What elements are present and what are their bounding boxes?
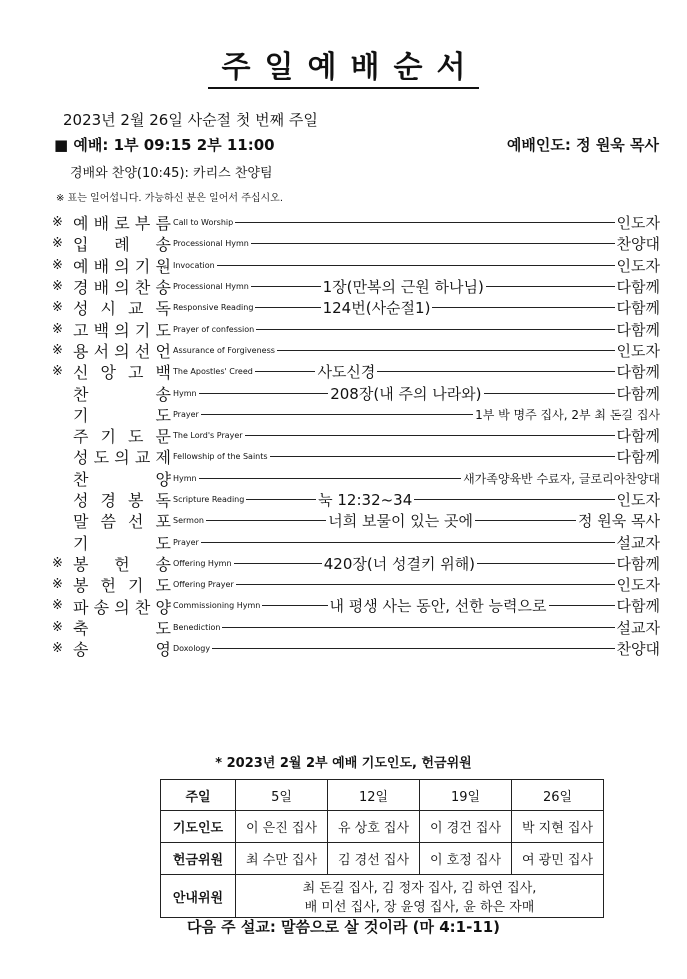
leader-line	[432, 307, 614, 308]
praise-line: 경배와 찬양(10:45): 카리스 찬양팀	[70, 166, 273, 181]
order-item-name: 신 앙 고 백	[73, 363, 171, 383]
worship-order-item	[52, 318, 660, 339]
order-item-leader: 설교자	[616, 618, 660, 637]
order-item-leader: 다함께	[616, 427, 660, 446]
page-title-text: 주일예배순서	[208, 50, 480, 89]
leader-line	[414, 499, 614, 500]
order-item-leader: 정 원욱 목사	[578, 512, 660, 531]
order-item-name: 용 서 의 선 언	[73, 341, 171, 361]
order-item-leader: 다함께	[616, 597, 660, 616]
leader-line	[377, 371, 614, 372]
leader-line	[277, 350, 615, 351]
order-item-name: 성 도 의 교 제	[73, 448, 171, 468]
worship-order-item	[52, 382, 660, 403]
worship-order-item	[52, 531, 660, 552]
order-item-detail: 눅 12:32~34	[318, 491, 413, 509]
order-item-english: Prayer of confession	[173, 324, 255, 334]
worship-order-item	[52, 595, 660, 616]
worship-order-item	[52, 638, 660, 659]
table-header-row	[161, 780, 604, 811]
order-item-name: 경 배 의 찬 송	[73, 278, 171, 298]
table-cell: 박 지현 집사	[512, 811, 604, 843]
order-item-name: 입 례 송	[73, 235, 171, 255]
order-item-english: Prayer	[173, 537, 199, 547]
leader-line	[206, 520, 326, 521]
order-item-name: 기 도	[73, 405, 171, 425]
order-item-name: 예 배 의 기 원	[73, 256, 171, 276]
leader-line	[245, 435, 615, 436]
order-item-detail: 208장(내 주의 나라와)	[330, 384, 482, 403]
order-item-detail: 너희 보물이 있는 곳에	[328, 512, 474, 531]
table-cell: 여 광민 집사	[512, 843, 604, 875]
order-item-english: The Lord's Prayer	[173, 431, 243, 441]
row-label: 기도인도	[161, 811, 236, 843]
order-item-english: Processional Hymn	[173, 239, 249, 249]
table-header-cell: 12일	[328, 780, 420, 811]
usher-line: 최 돈길 집사, 김 정자 집사, 김 하연 집사,	[302, 881, 537, 896]
order-item-english: Hymn	[173, 473, 197, 483]
order-item-leader: 새가족양육반 수료자, 글로리아찬양대	[463, 471, 660, 486]
stand-mark: ※	[52, 321, 63, 337]
stand-mark: ※	[52, 279, 63, 295]
order-item-name: 찬 양	[73, 469, 171, 489]
stand-mark: ※	[52, 257, 63, 273]
worship-order-item	[52, 212, 660, 233]
order-item-leader: 다함께	[616, 299, 660, 318]
order-item-name: 성 경 봉 독	[73, 491, 171, 511]
order-item-name: 성 시 교 독	[73, 299, 171, 319]
leader-line	[549, 605, 615, 606]
order-item-english: Offering Prayer	[173, 580, 234, 590]
order-item-name: 송 영	[73, 640, 171, 660]
order-item-leader: 다함께	[616, 278, 660, 297]
order-item-detail: 내 평생 사는 동안, 선한 능력으로	[329, 597, 547, 616]
stand-mark: ※	[52, 555, 63, 571]
table-row	[161, 843, 604, 875]
order-item-name: 말 씀 선 포	[73, 512, 171, 532]
stand-mark: ※	[52, 364, 63, 380]
table-cell: 이 호정 집사	[420, 843, 512, 875]
leader-line	[270, 456, 615, 457]
leader-line	[199, 478, 461, 479]
table-cell	[236, 875, 604, 918]
row-label: 헌금위원	[161, 843, 236, 875]
leader-line	[251, 286, 321, 287]
order-item-english: Scripture Reading	[173, 495, 245, 504]
table-cell: 이 은진 집사	[236, 811, 328, 843]
worship-order-item	[52, 468, 660, 489]
leader-line	[477, 563, 614, 564]
order-item-english: Doxology	[173, 644, 211, 654]
order-item-english: Processional Hymn	[173, 282, 249, 292]
leader-line	[222, 627, 614, 628]
order-item-leader: 인도자	[616, 576, 660, 595]
table-header-cell: 주일	[161, 780, 236, 811]
order-item-leader: 다함께	[616, 554, 660, 573]
order-item-leader: 인도자	[616, 341, 660, 360]
stand-mark: ※	[52, 236, 63, 252]
leader-line	[217, 265, 615, 266]
duty-caption: * 2023년 2월 2부 예배 기도인도, 헌금위원	[215, 756, 472, 771]
leader-line	[251, 243, 615, 244]
leader-line	[234, 563, 322, 564]
table-row	[161, 811, 604, 843]
order-item-leader: 1부 박 명주 집사, 2부 최 돈길 집사	[475, 407, 660, 422]
leader-line	[475, 520, 576, 521]
table-cell: 김 경선 집사	[328, 843, 420, 875]
worship-order-item	[52, 361, 660, 382]
order-item-leader: 찬양대	[616, 235, 660, 254]
stand-note: ※ 표는 일어섭니다. 가능하신 분은 일어서 주십시오.	[56, 193, 284, 204]
stand-mark: ※	[52, 342, 63, 358]
order-item-english: Sermon	[173, 516, 204, 526]
stand-mark: ※	[52, 598, 63, 614]
order-item-name: 축 도	[73, 618, 171, 638]
order-item-leader: 다함께	[616, 448, 660, 467]
order-item-leader: 다함께	[616, 363, 660, 382]
leader-line	[236, 584, 615, 585]
order-item-english: Responsive Reading	[173, 303, 254, 313]
leader-line	[201, 414, 473, 415]
order-item-leader: 다함께	[616, 384, 660, 403]
order-item-leader: 인도자	[616, 214, 660, 233]
order-item-detail: 사도신경	[317, 363, 376, 382]
date-line: 2023년 2월 26일 사순절 첫 번째 주일	[63, 111, 318, 129]
worship-order-item	[52, 233, 660, 254]
leader-line	[486, 286, 615, 287]
order-item-name: 고 백 의 기 도	[73, 320, 171, 340]
order-item-english: Prayer	[173, 409, 199, 419]
next-sermon: 다음 주 설교: 말씀으로 살 것이라 (마 4:1-11)	[186, 918, 501, 936]
order-item-english: Invocation	[173, 260, 215, 270]
leader-line	[262, 605, 327, 606]
order-item-name: 예 배 로 부 름	[73, 214, 171, 234]
worship-order-item	[52, 574, 660, 595]
stand-mark: ※	[52, 215, 63, 231]
worship-order-item	[52, 276, 660, 297]
order-item-name: 파 송 의 찬 양	[73, 597, 171, 617]
order-item-english: Fellowship of the Saints	[173, 452, 268, 462]
worship-order-item	[52, 255, 660, 276]
table-cell: 최 수만 집사	[236, 843, 328, 875]
order-item-english: Hymn	[173, 388, 197, 398]
stand-mark: ※	[52, 577, 63, 593]
leader-line	[212, 648, 614, 649]
worship-order-item	[52, 489, 660, 510]
order-item-leader: 찬양대	[616, 640, 660, 659]
usher-line: 배 미선 집사, 장 윤영 집사, 윤 하은 자매	[304, 900, 535, 915]
order-item-english: The Apostles' Creed	[173, 367, 253, 377]
leader-line	[201, 542, 615, 543]
table-header-cell: 19일	[420, 780, 512, 811]
order-item-detail: 124번(사순절1)	[322, 299, 431, 318]
service-times: ■ 예배: 1부 09:15 2부 11:00	[54, 136, 275, 154]
worship-order-item	[52, 404, 660, 425]
stand-mark: ※	[52, 300, 63, 316]
table-cell: 이 경건 집사	[420, 811, 512, 843]
stand-mark: ※	[52, 619, 63, 635]
row-label: 안내위원	[161, 875, 236, 918]
order-item-english: Benediction	[173, 622, 221, 632]
table-header-cell: 26일	[512, 780, 604, 811]
worship-order-list	[52, 212, 660, 659]
order-item-name: 봉 헌 기 도	[73, 576, 171, 596]
worship-leader: 예배인도: 정 원욱 목사	[506, 136, 659, 154]
order-item-english: Commissioning Hymn	[173, 601, 261, 611]
leader-line	[246, 499, 316, 500]
leader-line	[235, 222, 614, 223]
order-item-leader: 설교자	[616, 533, 660, 552]
order-item-leader: 인도자	[616, 256, 660, 275]
order-item-leader: 다함께	[616, 320, 660, 339]
leader-line	[255, 371, 316, 372]
order-item-name: 기 도	[73, 533, 171, 553]
order-item-english: Call to Worship	[173, 218, 234, 228]
worship-order-item	[52, 617, 660, 638]
order-item-leader: 인도자	[616, 491, 660, 509]
duty-table	[160, 779, 604, 918]
table-row	[161, 875, 604, 918]
table-cell: 유 상호 집사	[328, 811, 420, 843]
order-item-english: Assurance of Forgiveness	[173, 345, 275, 355]
order-item-english: Offering Hymn	[173, 558, 232, 568]
order-item-name: 찬 송	[73, 384, 171, 404]
leader-line	[255, 307, 320, 308]
order-item-detail: 1장(만복의 근원 하나님)	[322, 278, 484, 297]
worship-order-item	[52, 553, 660, 574]
worship-order-item	[52, 510, 660, 531]
leader-line	[199, 393, 329, 394]
stand-mark: ※	[52, 641, 63, 657]
worship-order-item	[52, 297, 660, 318]
worship-order-item	[52, 340, 660, 361]
order-item-name: 주 기 도 문	[73, 427, 171, 447]
leader-line	[256, 329, 614, 330]
leader-line	[484, 393, 615, 394]
order-item-name: 봉 헌 송	[73, 554, 171, 574]
worship-order-item	[52, 425, 660, 446]
worship-order-item	[52, 446, 660, 467]
table-header-cell: 5일	[236, 780, 328, 811]
order-item-detail: 420장(너 성결키 위해)	[323, 554, 476, 573]
page-title	[0, 42, 687, 86]
